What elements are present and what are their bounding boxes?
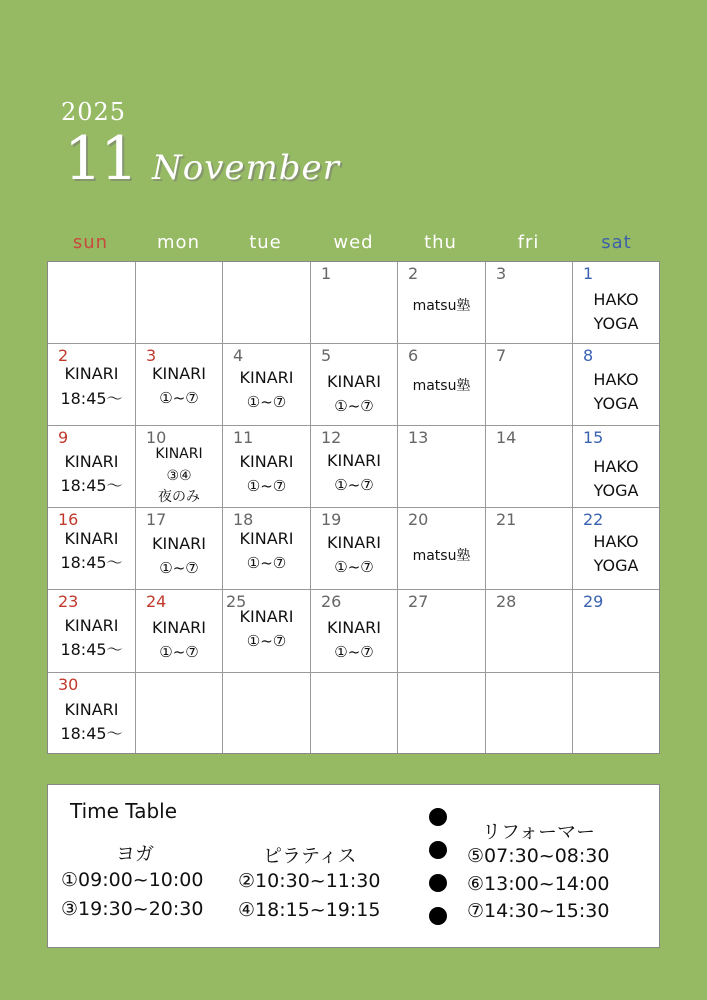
day-number: 14 (496, 428, 517, 447)
day-cell (223, 508, 311, 590)
event-label: ①~⑦ (334, 643, 374, 661)
event-label: ①~⑦ (334, 476, 374, 494)
day-number: 26 (321, 592, 342, 611)
bullet-icon (429, 874, 447, 892)
day-cell (573, 262, 659, 344)
event-label: KINARI (239, 607, 294, 626)
day-cell (223, 426, 311, 508)
event-label: ①~⑦ (246, 632, 287, 650)
month-name: November (152, 148, 340, 188)
time-slot: ③19:30~20:30 (61, 898, 204, 920)
event-label: YOGA (593, 314, 639, 333)
day-number: 11 (233, 428, 254, 447)
day-number: 4 (233, 346, 244, 365)
event-label: KINARI (327, 618, 381, 637)
time-slot: ⑤07:30~08:30 (467, 845, 610, 867)
event-label: KINARI (327, 451, 381, 470)
day-number: 27 (408, 592, 429, 611)
event-label: ③④ (166, 468, 192, 484)
event-label: KINARI (64, 452, 119, 471)
time-table-panel (47, 784, 660, 948)
day-cell-empty (48, 262, 136, 344)
day-cell (486, 590, 573, 673)
event-label: HAKO (593, 532, 639, 551)
calendar-grid (47, 261, 660, 754)
event-label: KINARI (152, 534, 206, 553)
event-label: matsu塾 (412, 548, 471, 564)
day-number: 15 (583, 428, 604, 447)
time-slot: ⑥13:00~14:00 (467, 873, 610, 895)
day-number: 30 (58, 675, 79, 694)
event-label: 18:45〜 (60, 640, 123, 659)
event-label: KINARI (239, 368, 294, 387)
bullet-icon (429, 808, 447, 826)
day-cell-empty (486, 673, 573, 753)
day-cell (48, 673, 136, 753)
day-number: 23 (58, 592, 79, 611)
day-cell (136, 590, 223, 673)
day-cell-empty (136, 673, 223, 753)
day-cell-empty (573, 673, 659, 753)
event-label: KINARI (155, 446, 203, 462)
event-label: KINARI (327, 533, 381, 552)
event-label: ①~⑦ (159, 559, 199, 577)
event-label: 18:45〜 (60, 389, 123, 408)
event-label: matsu塾 (412, 378, 471, 394)
event-label: ①~⑦ (334, 397, 374, 415)
event-label: HAKO (593, 290, 639, 309)
day-cell-empty (223, 262, 311, 344)
event-label: KINARI (327, 372, 381, 391)
day-cell (311, 344, 398, 426)
day-cell (486, 344, 573, 426)
event-label: KINARI (239, 529, 294, 548)
day-cell (486, 262, 573, 344)
day-cell (398, 590, 486, 673)
day-cell (223, 590, 311, 673)
day-number: 28 (496, 592, 517, 611)
day-number: 21 (496, 510, 517, 529)
day-number: 3 (496, 264, 507, 283)
day-cell-empty (136, 262, 223, 344)
weekday-tue: tue (249, 232, 282, 253)
day-number: 2 (58, 346, 69, 365)
event-label: HAKO (593, 370, 639, 389)
calendar-year: 2025 (61, 98, 127, 126)
event-label: KINARI (64, 616, 119, 635)
day-cell (398, 262, 486, 344)
event-label: KINARI (239, 452, 294, 471)
event-label: matsu塾 (412, 298, 471, 314)
day-cell (311, 262, 398, 344)
day-number: 17 (146, 510, 167, 529)
day-number: 16 (58, 510, 79, 529)
day-cell (223, 344, 311, 426)
day-number: 1 (583, 264, 594, 283)
day-cell (136, 508, 223, 590)
event-label: ①~⑦ (246, 477, 287, 495)
bullet-icon (429, 907, 447, 925)
day-number: 3 (146, 346, 157, 365)
day-number: 29 (583, 592, 604, 611)
event-label: KINARI (152, 618, 206, 637)
event-label: KINARI (152, 364, 206, 383)
day-cell (398, 344, 486, 426)
day-number: 5 (321, 346, 332, 365)
month-number: 11 (64, 124, 137, 194)
day-number: 25 (226, 592, 247, 611)
weekday-wed: wed (333, 232, 374, 253)
day-cell (311, 590, 398, 673)
event-label: 18:45〜 (60, 476, 123, 495)
day-number: 24 (146, 592, 167, 611)
time-slot: ④18:15~19:15 (238, 899, 381, 921)
time-slot: ①09:00~10:00 (61, 869, 204, 891)
day-cell-empty (311, 673, 398, 753)
day-number: 10 (146, 428, 167, 447)
yoga-label: ヨガ (116, 843, 155, 865)
day-number: 2 (408, 264, 419, 283)
day-number: 8 (583, 346, 594, 365)
weekday-sun: sun (72, 232, 109, 253)
event-label: 18:45〜 (60, 553, 123, 572)
day-cell (398, 426, 486, 508)
day-cell (136, 344, 223, 426)
day-cell-empty (223, 673, 311, 753)
event-label: HAKO (593, 457, 639, 476)
day-number: 13 (408, 428, 429, 447)
day-cell (486, 426, 573, 508)
day-cell (573, 590, 659, 673)
day-number: 20 (408, 510, 429, 529)
event-label: ①~⑦ (159, 389, 199, 407)
day-number: 7 (496, 346, 507, 365)
event-label: YOGA (593, 481, 639, 500)
day-cell (311, 426, 398, 508)
time-table-title: Time Table (70, 799, 178, 823)
weekday-mon: mon (157, 232, 200, 253)
day-cell (136, 426, 223, 508)
day-number: 12 (321, 428, 342, 447)
event-label: ①~⑦ (246, 554, 287, 572)
day-cell-empty (398, 673, 486, 753)
event-label: ①~⑦ (159, 643, 199, 661)
event-label: KINARI (64, 529, 119, 548)
event-label: KINARI (64, 364, 119, 383)
bullet-icon (429, 841, 447, 859)
weekday-fri: fri (517, 232, 540, 253)
day-number: 18 (233, 510, 254, 529)
reformer-label: リフォーマー (482, 821, 596, 843)
time-slot: ②10:30~11:30 (238, 870, 381, 892)
day-number: 1 (321, 264, 332, 283)
event-label: KINARI (64, 700, 119, 719)
day-cell (48, 426, 136, 508)
pilates-label: ピラティス (263, 845, 357, 867)
day-cell (573, 344, 659, 426)
day-cell (398, 508, 486, 590)
day-cell (311, 508, 398, 590)
day-number: 6 (408, 346, 419, 365)
weekday-sat: sat (601, 232, 632, 253)
day-number: 9 (58, 428, 69, 447)
day-cell (573, 426, 659, 508)
day-cell (48, 590, 136, 673)
event-label: ①~⑦ (334, 558, 374, 576)
day-number: 22 (583, 510, 604, 529)
time-slot: ⑦14:30~15:30 (467, 900, 610, 922)
day-cell (573, 508, 659, 590)
event-label: ①~⑦ (246, 393, 287, 411)
event-label: 夜のみ (158, 489, 200, 505)
day-number: 19 (321, 510, 342, 529)
event-label: 18:45〜 (60, 724, 123, 743)
event-label: YOGA (593, 394, 639, 413)
day-cell (486, 508, 573, 590)
weekday-thu: thu (424, 232, 457, 253)
day-cell (48, 508, 136, 590)
event-label: YOGA (593, 556, 639, 575)
day-cell (48, 344, 136, 426)
